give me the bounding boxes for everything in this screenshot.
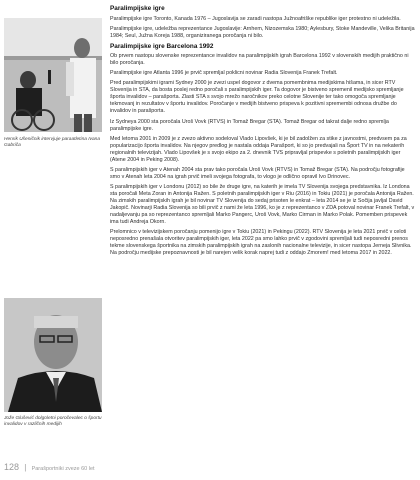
photo-portrait	[4, 298, 102, 412]
paragraph-sydney-agreement: Pred paralimpijskimi igrami Sydney 2000 je zvezi uspel dogovor z dvema pomembnima medijskima hišama, in sicer RTV Slovenija in STA, da bosta poslej redno poročali s paralimpijskih iger. Ta dogovor je bistveno spremenil medijsko spremljanje športa invalidov – parašporta. Zlasti STA s svojo mrežo naročnikov preko celotne Slovenije ter tako omogoča spremljanje tekmovanj in rezultatov v športu invalidov. Poročanje v medijih bistveno prispeva k pozitivni spremembi odnosa družbe do invalidov in parašporta.	[110, 80, 404, 115]
photo-portrait-caption: Jože Glušević dolgoletni poročevalec o športu invalidov v različnih medijih	[4, 416, 102, 428]
paragraph-toronto: Paralimpijske igre Toronto, Kanada 1976 – Jugoslavija se zaradi nastopa Južnoafriške republike iger protestno ni udeležila.	[110, 15, 401, 22]
paragraph-participation: Paralimpijske igre, udeležba reprezentance Jugoslavije: Arnhem, Nizozemska 1980; Aylesbury, Stoke Mandeville, Velika Britanija 1984; Seul, Južna Koreja 1988, organiziranega poročanja ni bilo.	[110, 25, 415, 39]
page-number: 128	[4, 462, 20, 472]
page-footer	[4, 462, 95, 472]
paragraph-lipovsek: Med letoma 2001 in 2009 je z zvezo aktivno sodeloval Vlado Lipovšek, ki je bil zadolžen za stike z javnostmi, predvsem pa za popularizacijo športa invalidov. Na njegov predlog je nastala oddaja Parašport, ki so jo predvajali na Šport TV in na nekaterih regionalnih televizijah. Vlado Lipovšek je s svojo ekipo za 2. dnevnik TVS pripravljal prispevke s poletnih paralimpijskih iger (Atene 2004 in Peking 2008).	[110, 135, 407, 163]
paragraph-sydney-reporters: Iz Sydneya 2000 sta poročala Uroš Vovk (RTVS) in Tomaž Bregar (STA). Tomaž Bregar od takrat dalje redno spremlja paralimpijske igre.	[110, 118, 389, 132]
photo-interview-caption: Henrik Ušeničnik intervjuje paraatletina Ivana Gabriča	[4, 137, 100, 149]
paragraph-athens: S paralimpijskih iger v Atenah 2004 sta prav tako poročala Uroš Vovk (RTVS) in Tomaž Bregar (STA). Na področju fotografije smo v Atenah leta 2004 na igrah prvič imeli svojega fotografa, to vlogo je odlično opravil Ivo Drinovec.	[110, 166, 405, 180]
book-title: Parašportniki zveze 60 let	[31, 466, 95, 472]
photo-interview	[4, 18, 102, 132]
footer-separator: |	[24, 463, 27, 472]
section-title-paralympics: Paralimpijske igre	[110, 5, 165, 12]
paragraph-london: S paralimpijskih iger v Londonu (2012) so bile že druge igre, na katerih je imela TV Slovenija svojega predstavnika. Iz Londona sta poročali Meta Zoran in Antonija Ražen. S poletnih paralimpijskih iger v Riu (2016) in Tokiu (2021) je poročala Antonija Ražen. Na zimskih paralimpijskih igrah je bil novinar TV Slovenija do sedaj prisoten le enkrat – leta 2014 se je iz Sočija javljal David Jakopič. Novinarji Radia Slovenija so bili prvič z nami že leta 1996, ko je z reprezentanco v ZDA potoval novinar Franek Trefalt, v nadaljevanju pa so reprezentanco spremljali Marko Pangerc, Uroš Vovk, Marko Cirman in Marko Polak. Pomemben prispevek ima tudi Andreja Okorn.	[110, 183, 415, 226]
main-text-column	[110, 5, 416, 260]
section-title-barcelona: Paralimpijske igre Barcelona 1992	[110, 42, 214, 50]
paragraph-atlanta: Paralimpijske igre Atlanta 1996 je prvič spremljal poklicni novinar Radia Slovenija Franek Trefalt.	[110, 70, 338, 77]
paragraph-barcelona: Ob prvem nastopu slovenske reprezentance invalidov na paralimpijskih igrah Barcelona 1992 v slovenskih medijih praktično ni bilo poročanja.	[110, 53, 409, 67]
paragraph-tokyo-beijing: Prelomnico v televizijskem poročanju pomenijo igre v Tokiu (2021) in Pekingu (2022). RTV Slovenija je leta 2021 prvič v celoti neposredno prenašala otvoritev paralimpijskih iger, leta 2022 pa smo lahko prvič v zgodovini spremljali tudi neposredni prenos tekme slovenskega športnika na zimskih paralimpijskih igrah na zaslonih nacionalne televizije, in sicer nastopa Jerneja Slivnika. Na področju medijske prepoznavnosti je bil narejen velik korak naprej tudi z oddajo Zmorem! med letoma 2017 in 2022.	[110, 229, 412, 257]
